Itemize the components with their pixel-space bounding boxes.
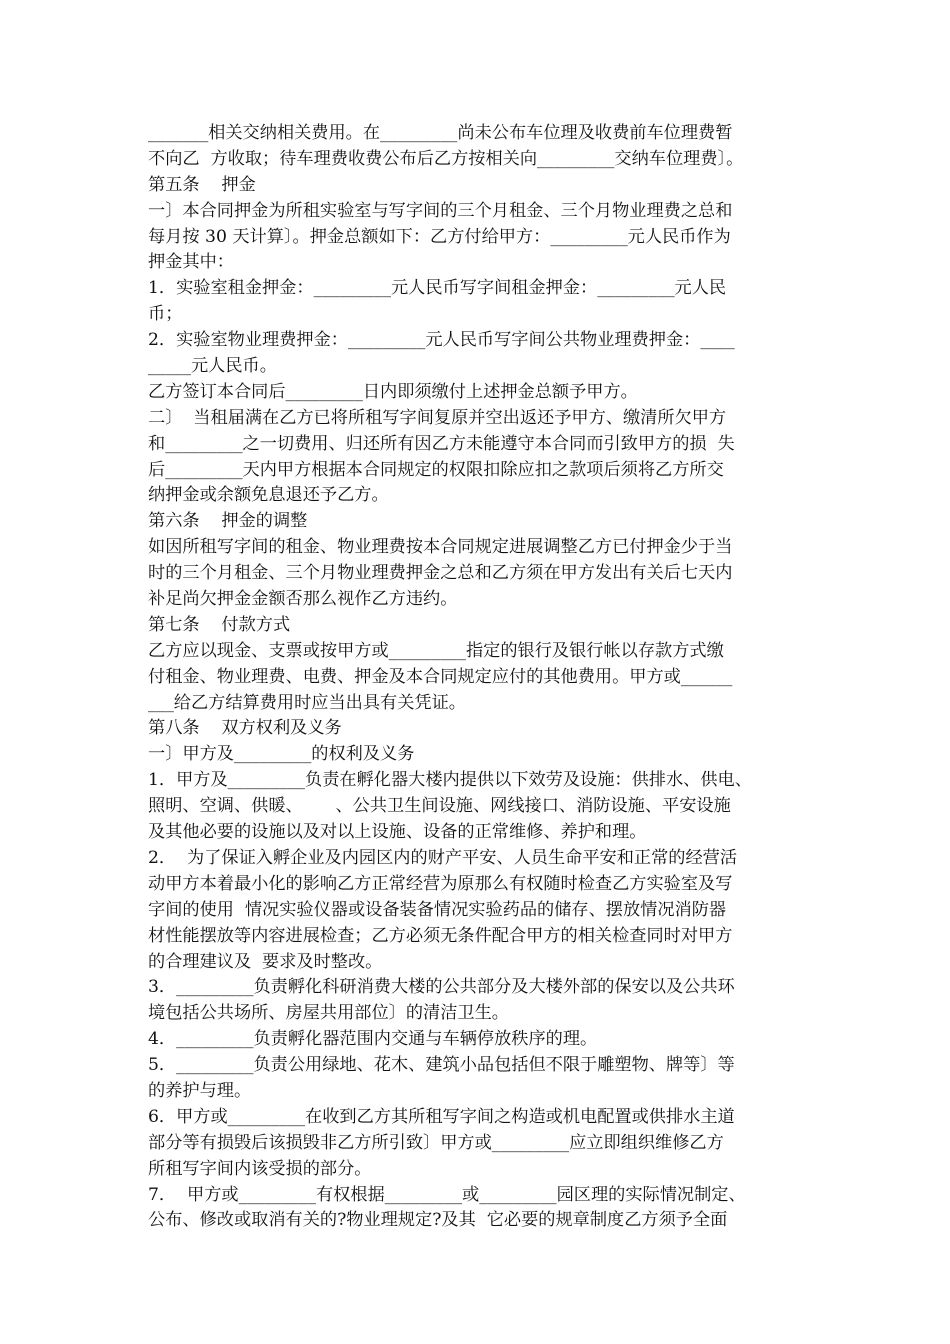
text-line: 部分等有损毁后该损毁非乙方所引致〕甲方或_________应立即组织维修乙方: [148, 1132, 724, 1153]
section-heading: 第七条 付款方式: [148, 614, 291, 635]
text-line: 2．实验室物业理费押金：_________元人民币写字间公共物业理费押金：____: [148, 330, 735, 351]
text-line: 7． 甲方或_________有权根据_________或_________园区理的实际情况制定、: [148, 1184, 746, 1205]
text-line: 1．甲方及_________负责在孵化器大楼内提供以下效劳及设施：供排水、供电、: [148, 770, 752, 791]
text-line: 乙方签订本合同后_________日内即须缴付上述押金总额予甲方。: [148, 381, 638, 402]
text-line: 付租金、物业理费、电费、押金及本合同规定应付的其他费用。甲方或______: [148, 666, 733, 687]
text-line: 每月按 30 天计算〕。押金总额如下：乙方付给甲方：_________元人民币作为: [148, 226, 731, 247]
text-line: 1．实验室租金押金：_________元人民币写字间租金押金：_________元人民: [148, 278, 727, 299]
text-line: ___给乙方结算费用时应当出具有关凭证。: [148, 692, 466, 713]
document-body: [148, 121, 818, 1234]
text-line: 的养护与理。: [148, 1080, 252, 1101]
text-line: _______相关交纳相关费用。在_________尚未公布车位理及收费前车位理费暂: [148, 123, 733, 143]
text-line: _____元人民币。: [148, 356, 277, 377]
text-line: 公布、修改或取消有关的?物业理规定?及其 它必要的规章制度乙方须予全面: [148, 1210, 728, 1231]
text-line: 乙方应以现金、支票或按甲方或_________指定的银行及银行帐以存款方式缴: [148, 640, 724, 661]
text-line: 补足尚欠押金金额否那么视作乙方违约。: [148, 589, 458, 610]
text-line: 5．_________负责公用绿地、花木、建筑小品包括但不限于雕塑物、牌等〕等: [148, 1055, 735, 1076]
text-line: 后_________天内甲方根据本合同规定的权限扣除应扣之款项后须将乙方所交: [148, 459, 724, 480]
text-line: 动甲方本着最小化的影响乙方正常经营为原那么有权随时检查乙方实验室及写: [148, 873, 733, 894]
text-line: 照明、空调、供暖、 、公共卫生间设施、网线接口、消防设施、平安设施: [148, 796, 731, 817]
text-line: 4．_________负责孵化器范围内交通与车辆停放秩序的理。: [148, 1029, 598, 1050]
text-line: 二〕 当租届满在乙方已将所租写字间复原并空出返还予甲方、缴清所欠甲方: [148, 407, 727, 428]
text-line: 和_________之一切费用、归还所有因乙方未能遵守本合同而引致甲方的损 失: [148, 433, 735, 454]
section-heading: 第五条 押金: [148, 174, 256, 195]
text-line: 所租写字间内该受损的部分。: [148, 1158, 372, 1179]
text-line: 如因所租写字间的租金、物业理费按本合同规定进展调整乙方已付押金少于当: [148, 537, 733, 558]
text-line: 材性能摆放等内容进展检查；乙方必须无条件配合甲方的相关检查同时对甲方: [148, 925, 733, 946]
text-line: 字间的使用 情况实验仪器或设备装备情况实验药品的储存、摆放情况消防器: [148, 899, 727, 920]
section-heading: 第六条 押金的调整: [148, 511, 308, 532]
text-line: 的合理建议及 要求及时整改。: [148, 951, 383, 972]
section-heading: 第八条 双方权利及义务: [148, 718, 342, 739]
text-line: 6．甲方或_________在收到乙方其所租写字间之构造或机电配置或供排水主道: [148, 1106, 735, 1127]
text-line: 2． 为了保证入孵企业及内园区内的财产平安、人员生命平安和正常的经营活: [148, 847, 738, 868]
text-line: 押金其中：: [148, 252, 234, 273]
text-line: 一〕本合同押金为所租实验室与写字间的三个月租金、三个月物业理费之总和: [148, 200, 733, 221]
text-line: 及其他必要的设施以及对以上设施、设备的正常维修、养护和理。: [148, 822, 647, 843]
text-line: 3．_________负责孵化科研消费大楼的公共部分及大楼外部的保安以及公共环: [148, 977, 735, 998]
text-line: 境包括公共场所、房屋共用部位〕的清洁卫生。: [148, 1003, 509, 1024]
text-line: 纳押金或余额免息退还予乙方。: [148, 485, 389, 506]
text-line: 一〕甲方及_________的权利及义务: [148, 744, 415, 765]
text-line: 时的三个月租金、三个月物业理费押金之总和乙方须在甲方发出有关后七天内: [148, 563, 733, 584]
text-line: 不向乙 方收取；待车理费收费公布后乙方按相关向_________交纳车位理费〕。: [148, 148, 744, 169]
text-line: 币；: [148, 304, 183, 325]
